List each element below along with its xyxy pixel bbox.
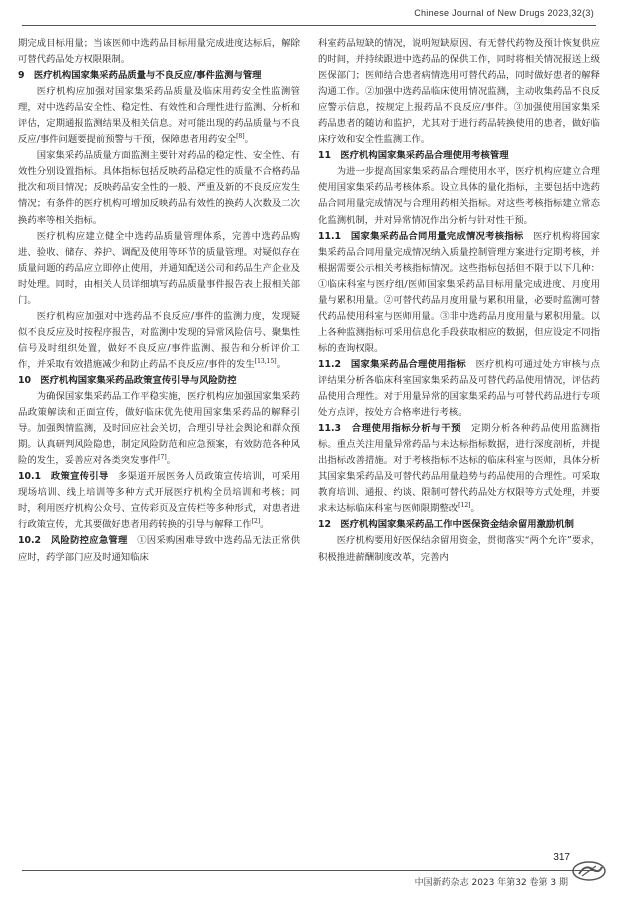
paragraph: 期完成目标用量；当该医师中选药品目标用量完成进度达标后，解除可替代药品处方权限限制。 [18,38,300,66]
section-heading-12: 12 医疗机构国家集采药品工作中医保资金结余留用激励机制 [318,519,574,531]
paragraph-text: 多渠道开展医务人员政策宣传培训，可采用现场培训、线上培训等多种方式开展医疗机构全员培训和考核；同时，利用医疗机构公众号、宣传彩页及宣传栏等多种形式，对患者进行政策宣传，尤其要做好患者用药转换的引导与解释工作 [18,471,300,531]
citation-ref: [8] [236,133,245,141]
subsection-heading: 11.1 国家集采药品合同用量完成情况考核指标 [318,230,524,242]
paragraph-text: 为确保国家集采药品工作平稳实施，医疗机构应加强国家集采药品政策解读和正面宣传，做好临床优先使用国家集采药品的解释引导。加强舆情监测，及时回应社会关切，合理引导社会舆论和群众预期。认真研判风险隐患，制定风险防范和应急预案，有效防范各种风险的发生，妥善应对各类突发事件 [18,391,300,467]
paragraph-text: 医疗机构可通过处方审核与点评结果分析各临床科室国家集采药品及可替代药品使用情况，评估药品使用合理性。对于用量异常的国家集采药品与可替代药品进行专项处方点评，按处方合格率进行考核。 [318,358,600,419]
running-header: Chinese Journal of New Drugs 2023,32(3) [414,8,594,18]
subsection-heading: 10.2 风险防控应急管理 [18,535,128,547]
subsection-heading: 11.3 合理使用指标分析与干预 [318,423,462,435]
citation-ref: [2] [251,518,261,526]
paragraph: 医疗机构要用好医保结余留用资金，贯彻落实“两个允许”要求，积极推进薪酬制度改革，完善内 [318,535,600,563]
paragraph-text: ①因采购困难导致中选药品无法正常供应时，药学部门应及时通知临床 [18,535,300,563]
paragraph: 医疗机构应加强对中选药品不良反应/事件的监测力度，发现疑似不良反应及时按程序报告，对监测中发现的异常风险信号、聚集性信号及时组织处置，做好不良反应/事件监测、报告和分析评价工作，并采取有效措施减少和防止药品不良反应/事件的发生[13,15]。 [18,310,300,370]
paragraph-text: 定期分析各种药品使用监测指标。重点关注用量异常药品与未达标指标数据，进行深度剖析，并提出指标改善措施。对于考核指标不达标的临床科室与医师，具体分析其国家集采药品及可替代药品用量趋势与药品使用的合理性。可采取教育培训、通报、约谈、限制可替代药品处方权限等方式处理，并要求未达标临床科室与医师限期整改 [318,423,600,515]
paragraph: 医疗机构应加强对国家集采药品质量及临床用药安全性监测管理，对中选药品安全性、稳定性、有效性和合理性进行监测、分析和评估，定期通报监测结果及相关信息。对可能出现的药品质量与不良反应/事件问题要提前预警与干预，保障患者用药安全[8]。 [18,86,300,146]
section-heading-11: 11 医疗机构国家集采药品合理使用考核管理 [318,150,509,162]
citation-ref: [7] [158,454,167,462]
paragraph: 国家集采药品质量方面监测主要针对药品的稳定性、安全性、有效性分别设置指标。具体指标包括反映药品稳定性的质量不合格药品批次和项目情况；反映药品安全性的一般、严重及新的不良反应发生情况；有条件的医疗机构可增加反映药品有效性的换药人次数及二次换药率等相关指标。 [18,150,300,226]
section-heading-10: 10 医疗机构国家集采药品政策宣传引导与风险防控 [18,374,237,386]
paragraph: 为确保国家集采药品工作平稳实施，医疗机构应加强国家集采药品政策解读和正面宣传，做好临床优先使用国家集采药品的解释引导。加强舆情监测，及时回应社会关切，合理引导社会舆论和群众预期。认真研判风险隐患，制定风险防范和应急预案，有效防范各种风险的发生，妥善应对各类突发事件[7]。 [18,391,300,467]
paragraph-text: 医疗机构应加强对中选药品不良反应/事件的监测力度，发现疑似不良反应及时按程序报告，对监测中发现的异常风险信号、聚集性信号及时组织处置，做好不良反应/事件监测、报告和分析评价工作，并采取有效措施减少和防止药品不良反应/事件的发生 [18,310,300,370]
subsection-heading: 11.2 国家集采药品合理使用指标 [318,358,466,370]
paragraph: 科室药品短缺的情况，说明短缺原因、有无替代药物及预计恢复供应的时间，并持续跟进中选药品的保供工作，同时将相关情况报送上级医保部门；医师结合患者病情选用可替代药品，同时做好患者的解释沟通工作。②加强中选药品临床使用情况监测，主动收集药品不良反应警示信息，按规定上报药品不良反应/事件。③加强使用国家集采药品患者的随访和监护，尤其对于进行药品转换使用的患者，做好临床疗效和安全性监测工作。 [318,38,600,146]
journal-logo-icon [570,860,608,882]
left-column: 期完成目标用量；当该医师中选药品目标用量完成进度达标后，解除可替代药品处方权限限制。 9 医疗机构国家集采药品质量与不良反应/事件监测与管理 医疗机构应加强对国家集采药品质量及临床用药安全性监测管理，对中选药品安全性、稳定性、有效性和合理性进行监测、分析和评估，定期通报监测结果及相关信息。对可能出现的药品质量与不良反应/事件问题要提前预警与干预，保障患者用药安全[8]。 国家集采药品质量方面监测主要针对药品的稳定性、安全性、有效性分别设置指标。具体指标包括反映药品稳定性的质量不合格药品批次和项目情况；反映药品安全性的一般、严重及新的不良反应发生情况；有条件的医疗机构可增加反映药品有效性的换药人次数及二次换药率等相关指标。 医疗机构应建立健全中选药品质量管理体系，完善中选药品购进、验收、储存、养护、调配及使用等环节的质量管理。对疑似存在质量问题的药品应立即停止使用，并通知配送公司和药品生产企业及时处理。同时，由相关人员详细填写药品质量事件报告表上报相关部门。 医疗机构应加强对中选药品不良反应/事件的监测力度，发现疑似不良反应及时按程序报告，对监测中发现的异常风险信号、聚集性信号及时组织处置，做好不良反应/事件监测、报告和分析评价工作，并采取有效措施减少和防止药品不良反应/事件的发生[13,15]。 10 医疗机构国家集采药品政策宣传引导与风险防控 为确保国家集采药品工作平稳实施，医疗机构应加强国家集采药品政策解读和正面宣传，做好临床优先使用国家集采药品的解释引导。加强舆情监测，及时回应社会关切，合理引导社会舆论和群众预期。认真研判风险隐患，制定风险防范和应急预案，有效防范各种风险的发生，妥善应对各类突发事件[7]。 10.1 政策宣传引导 多渠道开展医务人员政策宣传培训，可采用现场培训、线上培训等多种方式开展医疗机构全员培训和考核；同时，利用医疗机构公众号、宣传彩页及宣传栏等多种形式，对患者进行政策宣传，尤其要做好患者用药转换的引导与解释工作[2]。 10.2 风险防控应急管理 ①因采购困难导致中选药品无法正常供应时，药学部门应及时通知临床 [18,38,300,563]
citation-ref: [12] [458,502,471,510]
footer-citation: 中国新药杂志 2023 年第32 卷第 3 期 [414,878,568,888]
right-column: 科室药品短缺的情况，说明短缺原因、有无替代药物及预计恢复供应的时间，并持续跟进中选药品的保供工作，同时将相关情况报送上级医保部门；医师结合患者病情选用可替代药品，同时做好患者的解释沟通工作。②加强中选药品临床使用情况监测，主动收集药品不良反应警示信息，按规定上报药品不良反应/事件。③加强使用国家集采药品患者的随访和监护，尤其对于进行药品转换使用的患者，做好临床疗效和安全性监测工作。 11 医疗机构国家集采药品合理使用考核管理 为进一步提高国家集采药品合理使用水平，医疗机构应建立合理使用国家集采药品考核体系。设立具体的量化指标，主要包括中选药品合同用量完成情况与合理用药相关指标。对这些考核指标建立常态化监测机制，并对异常情况作出分析与针对性干预。 11.1 国家集采药品合同用量完成情况考核指标 医疗机构将国家集采药品合同用量完成情况纳入质量控制管理方案进行定期考核，并根据需要公示相关考核指标情况。这些指标包括但不限于以下几种：①临床科室与医疗组/医师国家集采药品目标用量完成进度、月度用量与累积用量。②可替代药品月度用量与累积用量，必要时监测可替代药品使用科室与医师用量。③非中选药品月度用量与累积用量。以上各种监测指标可采用信息化手段获取相应的数据，但应设定不同指标的查询权限。 11.2 国家集采药品合理使用指标 医疗机构可通过处方审核与点评结果分析各临床科室国家集采药品及可替代药品使用情况，评估药品使用合理性。对于用量异常的国家集采药品与可替代药品进行专项处方点评，按处方合格率进行考核。 11.3 合理使用指标分析与干预 定期分析各种药品使用监测指标。重点关注用量异常药品与未达标指标数据，进行深度剖析，并提出指标改善措施。对于考核指标不达标的临床科室与医师，具体分析其国家集采药品及可替代药品用量趋势与药品使用的合理性。可采取教育培训、通报、约谈、限制可替代药品处方权限等方式处理，并要求未达标临床科室与医师限期整改[12]。 12 医疗机构国家集采药品工作中医保资金结余留用激励机制 医疗机构要用好医保结余留用资金，贯彻落实“两个允许”要求，积极推进薪酬制度改革，完善内 [318,36,600,566]
paragraph-text: 医疗机构将国家集采药品合同用量完成情况纳入质量控制管理方案进行定期考核，并根据需要公示相关考核指标情况。这些指标包括但不限于以下几种：①临床科室与医疗组/医师国家集采药品目标用量完成进度、月度用量与累积用量。②可替代药品月度用量与累积用量，必要时监测可替代药品使用科室与医师用量。③非中选药品月度用量与累积用量。以上各种监测指标可采用信息化手段获取相应的数据，但应设定不同指标的查询权限。 [318,230,600,354]
header-rule [22,25,596,26]
paragraph: 医疗机构应建立健全中选药品质量管理体系，完善中选药品购进、验收、储存、养护、调配及使用等环节的质量管理。对疑似存在质量问题的药品应立即停止使用，并通知配送公司和药品生产企业及时处理。同时，由相关人员详细填写药品质量事件报告表上报相关部门。 [18,230,300,306]
paragraph-text: 医疗机构应加强对国家集采药品质量及临床用药安全性监测管理，对中选药品安全性、稳定性、有效性和合理性进行监测、分析和评估，定期通报监测结果及相关信息。对可能出现的药品质量与不良反应/事件问题要提前预警与干预，保障患者用药安全 [18,86,300,146]
subsection-heading: 10.1 政策宣传引导 [18,471,109,483]
page-number: 317 [553,852,570,863]
footer-rule [22,870,596,871]
paragraph: 为进一步提高国家集采药品合理使用水平，医疗机构应建立合理使用国家集采药品考核体系。设立具体的量化指标，主要包括中选药品合同用量完成情况与合理用药相关指标。对这些考核指标建立常态化监测机制，并对异常情况作出分析与针对性干预。 [318,166,600,226]
section-heading-9: 9 医疗机构国家集采药品质量与不良反应/事件监测与管理 [18,70,262,82]
citation-ref: [13,15] [254,357,277,365]
